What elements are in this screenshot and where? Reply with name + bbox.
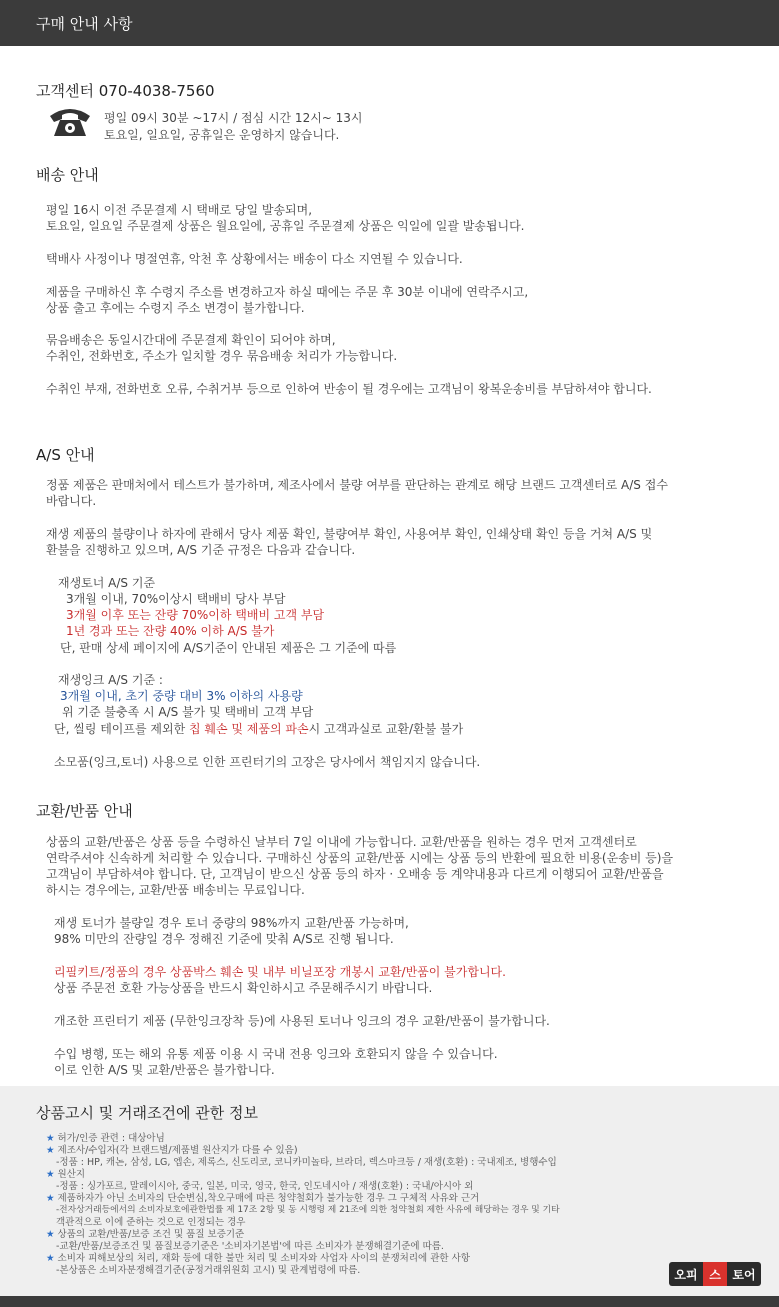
star-icon: ★ xyxy=(46,1193,58,1204)
shipping-line: 수취인, 전화번호, 주소가 일치할 경우 묶음배송 처리가 가능합니다. xyxy=(46,349,398,363)
notice-item-text: 제조사/수입자(각 브랜드별/제품별 원산지가 다를 수 있음) xyxy=(57,1145,298,1156)
as-line: 환불을 진행하고 있으며, A/S 기준 규정은 다음과 같습니다. xyxy=(46,543,356,557)
as-line: 정품 제품은 판매처에서 테스트가 불가하며, 제조사에서 불량 여부를 판단하는 관계로 해당 브랜드 고객센터로 A/S 접수 xyxy=(46,478,668,492)
toner-as-note: 단, 판매 상세 페이지에 A/S기준이 안내된 제품은 그 기준에 따름 xyxy=(60,641,397,655)
toner-as-rule: 3개월 이내, 70%이상시 택배비 당사 부담 xyxy=(66,592,286,606)
as-consumable-note: 소모품(잉크,토너) 사용으로 인한 프린터기의 고장은 당사에서 책임지지 않습니다. xyxy=(54,755,481,769)
exchange-line: 수입 병행, 또는 해외 유통 제품 이용 시 국내 전용 잉크와 호환되지 않을 수 있습니다. xyxy=(54,1047,498,1061)
page-title: 구매 안내 사항 xyxy=(36,15,133,33)
star-icon: ★ xyxy=(46,1169,58,1180)
shipping-line: 택배사 사정이나 명절연휴, 악천 후 상황에서는 배송이 다소 지연될 수 있습니다. xyxy=(46,252,463,266)
exchange-line-red: 리필키트/정품의 경우 상품박스 훼손 및 내부 비닐포장 개봉시 교환/반품이 불가합니다. xyxy=(54,965,506,979)
shipping-heading: 배송 안내 xyxy=(36,166,99,184)
ink-as-note-part: 단, 씰링 테이프를 제외한 xyxy=(54,722,189,736)
toner-as-rule-red: 1년 경과 또는 잔량 40% 이하 A/S 불가 xyxy=(66,624,275,638)
exchange-line: 상품의 교환/반품은 상품 등을 수령하신 날부터 7일 이내에 가능합니다. 교환/반품을 원하는 경우 먼저 고객센터로 xyxy=(46,835,637,849)
notice-item-text: 소비자 피해보상의 처리, 재화 등에 대한 불만 처리 및 소비자와 사업자 사이의 분쟁처리에 관한 사항 xyxy=(57,1253,470,1264)
notice-item-text: 원산지 xyxy=(57,1169,86,1180)
ink-as-note-red: 칩 훼손 및 제품의 파손 xyxy=(189,722,309,736)
ink-as-note-part: 시 고객과실로 교환/환불 불가 xyxy=(308,722,464,736)
notice-item-text: 상품의 교환/반품/보증 조건 및 품질 보증기준 xyxy=(57,1229,245,1240)
exchange-line: 고객님이 부담하셔야 합니다. 단, 고객님이 받으신 상품 등의 하자 · 오배송 등 계약내용과 다르게 이행되어 교환/반품을 xyxy=(46,867,664,881)
star-icon: ★ xyxy=(46,1229,58,1240)
ink-as-rule-blue: 3개월 이내, 초기 중량 대비 3% 이하의 사용량 xyxy=(60,689,303,703)
notice-subitem: -본상품은 소비자분쟁해결기준(공정거래위원회 고시) 및 관계법령에 따름. xyxy=(56,1265,361,1276)
closed-text: 토요일, 일요일, 공휴일은 운영하지 않습니다. xyxy=(104,128,340,142)
ink-as-rule-text: 위 기준 불충족 시 A/S 불가 및 택배비 고객 부담 xyxy=(62,705,314,719)
exchange-line: 하시는 경우에는, 교환/반품 배송비는 무료입니다. xyxy=(46,883,305,897)
star-icon: ★ xyxy=(46,1253,58,1264)
shipping-line: 평일 16시 이전 주문결제 시 택배로 당일 발송되며, xyxy=(46,203,313,217)
as-line: 바랍니다. xyxy=(46,494,97,508)
shipping-line: 수취인 부재, 전화번호 오류, 수취거부 등으로 인하여 반송이 될 경우에는 고객님이 왕복운송비를 부담하셔야 합니다. xyxy=(46,382,652,396)
shipping-line: 제품을 구매하신 후 수령지 주소를 변경하고자 하실 때에는 주문 후 30분 이내에 연락주시고, xyxy=(46,285,529,299)
notice-panel xyxy=(0,1086,779,1296)
telephone-icon xyxy=(48,106,92,140)
notice-subitem: -정품 : 싱가포르, 말레이시아, 중국, 일본, 미국, 영국, 한국, 인도네시아 / 재생(호환) : 국내/아시아 외 xyxy=(56,1181,474,1192)
toner-as-title: 재생토너 A/S 기준 xyxy=(58,576,156,590)
exchange-line: 이로 인한 A/S 및 교환/반품은 불가합니다. xyxy=(54,1063,275,1077)
ink-as-title: 재생잉크 A/S 기준 : xyxy=(58,673,163,687)
ink-as-note xyxy=(54,720,463,737)
exchange-line: 재생 토너가 불량일 경우 토너 중량의 98%까지 교환/반품 가능하며, xyxy=(54,916,409,930)
notice-item-text: 허가/인증 관련 : 대상아님 xyxy=(57,1133,165,1144)
exchange-heading: 교환/반품 안내 xyxy=(36,802,133,820)
notice-subitem: 객관적으로 이에 준하는 것으로 인정되는 경우 xyxy=(56,1217,246,1228)
shipping-line: 묶음배송은 동일시간대에 주문결제 확인이 되어야 하며, xyxy=(46,333,336,347)
ink-as-rule xyxy=(62,703,313,720)
as-line: 재생 제품의 불량이나 하자에 관해서 당사 제품 확인, 불량여부 확인, 사용여부 확인, 인쇄상태 확인 등을 거쳐 A/S 및 xyxy=(46,527,653,541)
notice-subitem: -전자상거래등에서의 소비자보호에관한법률 제 17조 2항 및 동 시행령 제 21조에 의한 청약철회 제한 사유에 해당하는 경우 및 기타 xyxy=(56,1205,560,1215)
star-icon: ★ xyxy=(46,1133,58,1144)
bottom-bar xyxy=(0,1296,779,1307)
store-logo xyxy=(669,1262,761,1286)
notice-item-text: 제품하자가 아닌 소비자의 단순변심,착오구매에 따른 청약철회가 불가능한 경우 그 구체적 사유와 근거 xyxy=(57,1193,480,1204)
exchange-line: 연락주셔야 신속하게 처리할 수 있습니다. 구매하신 상품의 교환/반품 시에는 상품 등의 반환에 필요한 비용(운송비 등)을 xyxy=(46,851,674,865)
customer-center-heading: 고객센터 070-4038-7560 xyxy=(36,82,215,100)
top-bar xyxy=(0,0,779,46)
star-icon: ★ xyxy=(46,1145,58,1156)
logo-part: 오피 xyxy=(669,1262,703,1286)
notice-subitem: -교환/반품/보증조건 및 품질보증기준은 '소비자기본법'에 따른 소비자가 분쟁해결기준에 따름. xyxy=(56,1241,444,1252)
hours-text: 평일 09시 30분 ~17시 / 점심 시간 12시~ 13시 xyxy=(104,111,363,125)
exchange-line: 개조한 프린터기 제품 (무한잉크장착 등)에 사용된 토너나 잉크의 경우 교환/반품이 불가합니다. xyxy=(54,1014,550,1028)
shipping-line: 상품 출고 후에는 수령지 주소 변경이 불가합니다. xyxy=(46,301,305,315)
notice-heading: 상품고시 및 거래조건에 관한 정보 xyxy=(36,1104,258,1122)
notice-subitem: -정품 : HP, 캐논, 삼성, LG, 엡손, 제록스, 신도리코, 코니카미놀타, 브라더, 렉스마크등 / 재생(호환) : 국내제조, 병행수입 xyxy=(56,1157,557,1168)
exchange-line: 상품 주문전 호환 가능상품을 반드시 확인하시고 주문해주시기 바랍니다. xyxy=(54,981,433,995)
exchange-line: 98% 미만의 잔량일 경우 정해진 기준에 맞춰 A/S로 진행 됩니다. xyxy=(54,932,394,946)
logo-part: 스 xyxy=(703,1262,727,1286)
logo-part: 토어 xyxy=(727,1262,761,1286)
shipping-line: 토요일, 일요일 주문결제 상품은 월요일에, 공휴일 주문결제 상품은 익일에 일괄 발송됩니다. xyxy=(46,219,525,233)
toner-as-rule-red: 3개월 이후 또는 잔량 70%이하 택배비 고객 부담 xyxy=(66,608,325,622)
as-heading: A/S 안내 xyxy=(36,446,95,464)
